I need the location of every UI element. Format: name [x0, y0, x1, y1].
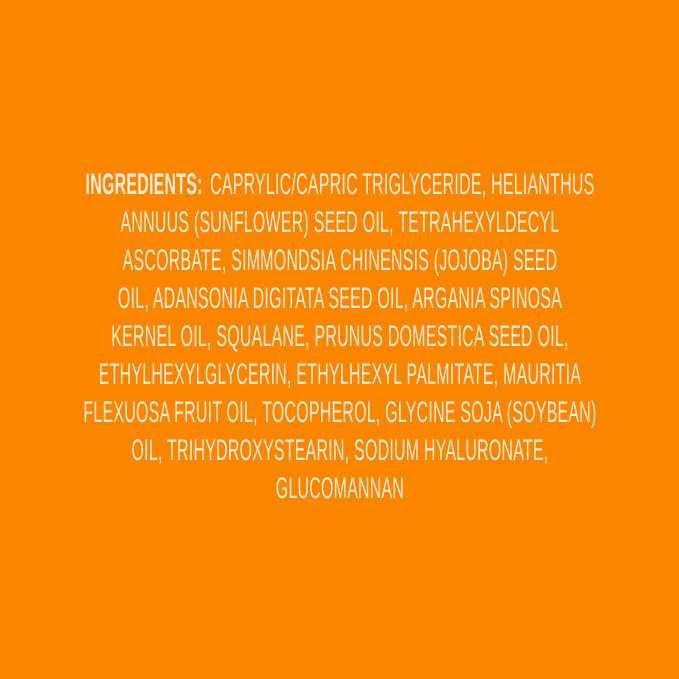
ingredients-text: KERNEL OIL, SQUALANE, PRUNUS DOMESTICA SEED OIL, [110, 320, 569, 353]
ingredients-line [59, 280, 621, 318]
ingredients-line [59, 242, 621, 280]
ingredients-line [59, 470, 621, 508]
ingredients-text: FLEXUOSA FRUIT OIL, TOCOPHEROL, GLYCINE SOJA (SOYBEAN) [82, 396, 597, 429]
ingredients-text: ASCORBATE, SIMMONDSIA CHINENSIS (JOJOBA) SEED [122, 244, 557, 277]
ingredients-text: ETHYLHEXYLGLYCERIN, ETHYLHEXYL PALMITATE, MAURITIA [98, 358, 581, 391]
ingredients-text: OIL, TRIHYDROXYSTEARIN, SODIUM HYALURONATE, [131, 434, 548, 467]
ingredients-line [59, 166, 621, 204]
ingredients-line [59, 318, 621, 356]
ingredients-line [59, 356, 621, 394]
ingredients-heading: INGREDIENTS: [85, 168, 203, 201]
ingredients-text: GLUCOMANNAN [275, 472, 404, 505]
ingredients-line [59, 432, 621, 470]
ingredients-text: OIL, ADANSONIA DIGITATA SEED OIL, ARGANIA SPINOSA [117, 282, 562, 315]
ingredients-line [59, 394, 621, 432]
ingredients-text: ANNUUS (SUNFLOWER) SEED OIL, TETRAHEXYLDECYL [120, 206, 559, 239]
ingredients-line [59, 204, 621, 242]
ingredients-text: CAPRYLIC/CAPRIC TRIGLYCERIDE, HELIANTHUS [209, 168, 594, 201]
ingredients-panel [59, 166, 621, 508]
